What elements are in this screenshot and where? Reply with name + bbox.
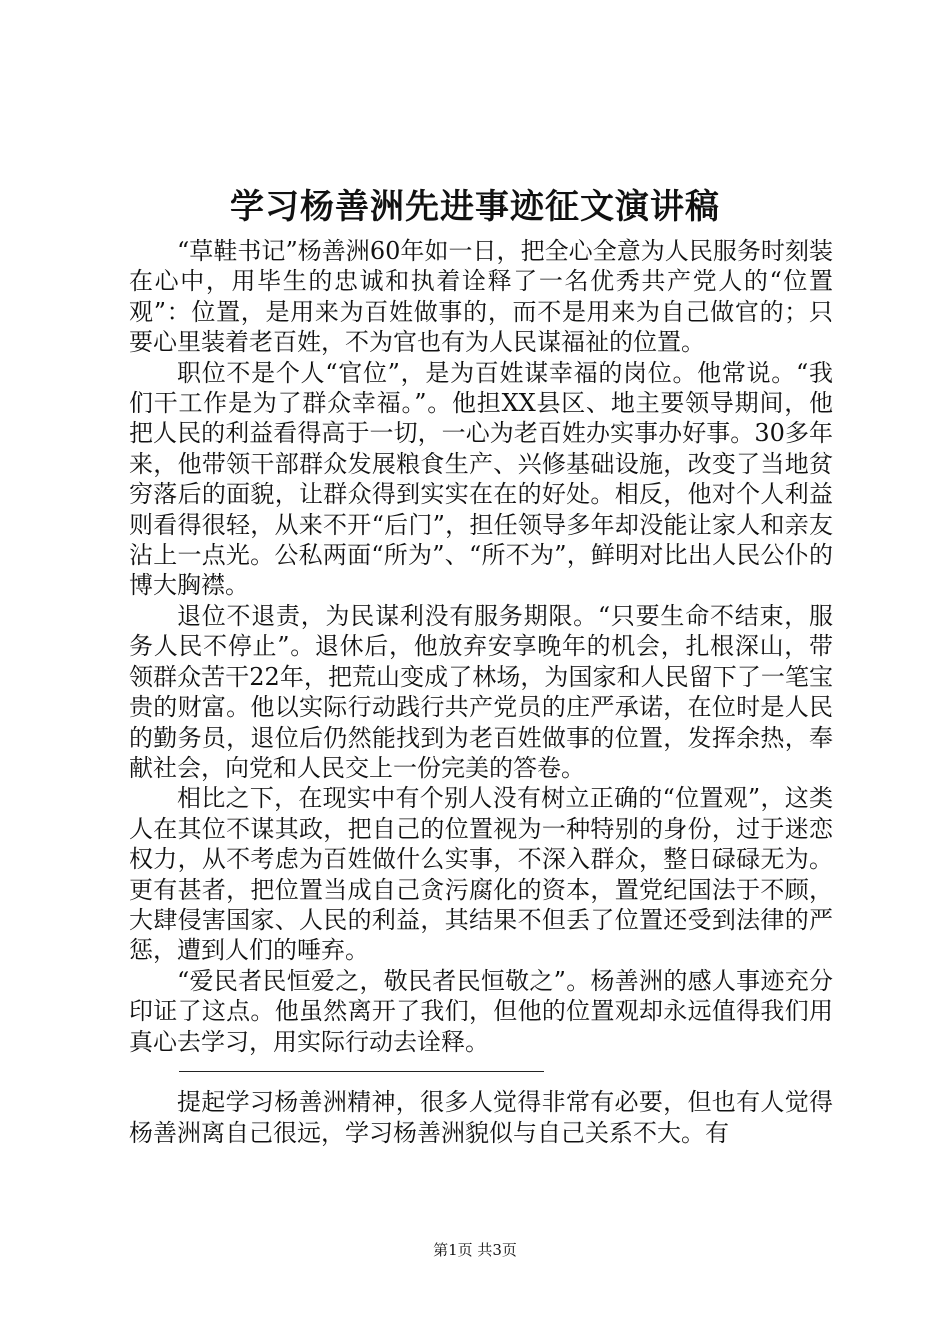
document-body bbox=[129, 236, 833, 1148]
paragraph: 职位不是个人“官位”，是为百姓谋幸福的岗位。他常说。“我们干工作是为了群众幸福。”。他担XX县区、地主要领导期间，他把人民的利益看得高于一切，一心为老百姓办实事办好事。30多年来，他带领干部群众发展粮食生产、兴修基础设施，改变了当地贫穷落后的面貌，让群众得到实实在在的好处。相反，他对个人利益则看得很轻，从来不开“后门”，担任领导多年却没能让家人和亲友沾上一点光。公私两面“所为”、“所不为”，鲜明对比出人民公仆的博大胸襟。 bbox=[129, 358, 833, 600]
paragraph: 相比之下，在现实中有个别人没有树立正确的“位置观”，这类人在其位不谋其政，把自己的位置视为一种特别的身份，过于迷恋权力，从不考虑为百姓做什么实事，不深入群众，整日碌碌无为。更有甚者，把位置当成自己贪污腐化的资本，置党纪国法于不顾，大肆侵害国家、人民的利益，其结果不但丢了位置还受到法律的严惩，遭到人们的唾弃。 bbox=[129, 784, 833, 965]
paragraph: “草鞋书记”杨善洲60年如一日，把全心全意为人民服务时刻装在心中，用毕生的忠诚和执着诠释了一名优秀共产党人的“位置观”：位置，是用来为百姓做事的，而不是用来为自己做官的；只要心里装着老百姓，不为官也有为人民谋福祉的位置。 bbox=[129, 237, 833, 357]
paragraph: 提起学习杨善洲精神，很多人觉得非常有必要，但也有人觉得杨善洲离自己很远，学习杨善洲貌似与自己关系不大。有 bbox=[129, 1088, 833, 1147]
section-divider bbox=[129, 1057, 833, 1087]
page-footer: 第1页 共3页 bbox=[433, 1241, 517, 1259]
document-title: 学习杨善洲先进事迹征文演讲稿 bbox=[230, 187, 720, 227]
divider-line bbox=[179, 1071, 544, 1072]
paragraph: 退位不退责，为民谋利没有服务期限。“只要生命不结束，服务人民不停止”。退休后，他放弃安享晚年的机会，扎根深山，带领群众苦干22年，把荒山变成了林场，为国家和人民留下了一笔宝贵的财富。他以实际行动践行共产党员的庄严承诺，在位时是人民的勤务员，退位后仍然能找到为老百姓做事的位置，发挥余热，奉献社会，向党和人民交上一份完美的答卷。 bbox=[129, 601, 833, 782]
paragraph: “爱民者民恒爱之，敬民者民恒敬之”。杨善洲的感人事迹充分印证了这点。他虽然离开了我们，但他的位置观却永远值得我们用真心去学习，用实际行动去诠释。 bbox=[129, 966, 833, 1056]
